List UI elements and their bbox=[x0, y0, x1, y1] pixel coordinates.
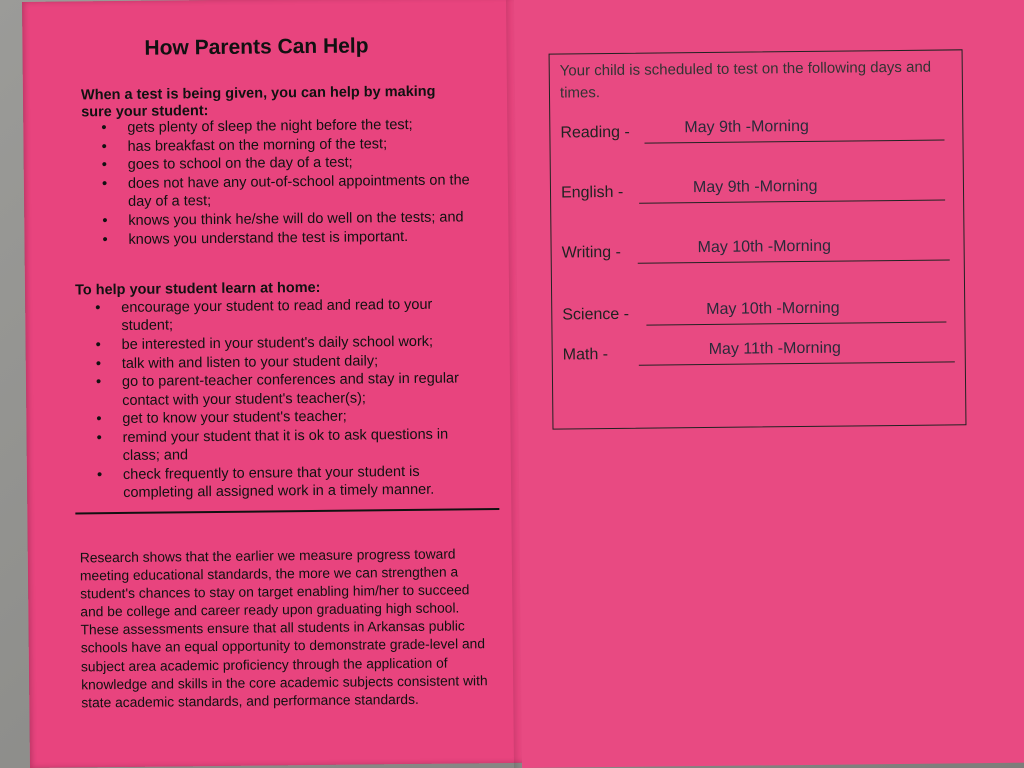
schedule-subject: Science - bbox=[562, 305, 630, 324]
schedule-intro: Your child is scheduled to test on the following days and times. bbox=[559, 58, 932, 102]
list-item: • go to parent-teacher conferences and stay in regular contact with your student's teacher(s); bbox=[96, 369, 488, 410]
list-item: • check frequently to ensure that your student is completing all assigned work in a timely manner. bbox=[97, 462, 489, 503]
schedule-subject: Writing - bbox=[561, 243, 622, 262]
left-page bbox=[22, 0, 524, 768]
schedule-value: May 9th -Morning bbox=[684, 117, 809, 137]
schedule-value: May 10th -Morning bbox=[706, 299, 840, 319]
schedule-row-writing bbox=[561, 237, 954, 266]
section-heading-line: When a test is being given, you can help by making bbox=[80, 83, 436, 104]
fill-in-line bbox=[638, 259, 950, 263]
list-item: • get to know your student's teacher; bbox=[96, 406, 488, 428]
list-item: • remind your student that it is ok to ask questions in class; and bbox=[96, 425, 488, 466]
schedule-subject: English - bbox=[560, 183, 624, 202]
schedule-row-math bbox=[562, 339, 955, 368]
fill-in-line bbox=[639, 199, 945, 203]
schedule-subject: Reading - bbox=[560, 123, 630, 142]
schedule-row-science bbox=[562, 299, 954, 328]
schedule-value: May 10th -Morning bbox=[697, 237, 832, 257]
fill-in-line bbox=[646, 321, 946, 325]
list-item: • talk with and listen to your student daily; bbox=[96, 351, 488, 373]
schedule-row-english bbox=[560, 177, 953, 206]
section-heading-line: sure your student: bbox=[81, 103, 209, 121]
schedule-value: May 9th -Morning bbox=[692, 177, 818, 197]
research-paragraph: Research shows that the earlier we measure progress toward meeting educational standards, the more we can strengthen a student's chances to stay on target enabling him/her to succeed and be college and career ready upon graduating high school. These assessments ensure that all students in Arkansas public schools have an equal opportunity to demonstrate grade-level and subject area academic proficiency through the application of knowledge and skills in the core academic subjects consistent with state academic standards, and performance standards. bbox=[79, 546, 488, 711]
list-item: • does not have any out-of-school appointments on the day of a test; bbox=[102, 171, 482, 211]
list-item: • knows you understand the test is important. bbox=[102, 227, 482, 249]
test-day-list bbox=[101, 115, 482, 249]
section-heading-home: To help your student learn at home: bbox=[74, 279, 321, 299]
list-item: • has breakfast on the morning of the test; bbox=[101, 134, 481, 156]
fill-in-line bbox=[639, 361, 955, 365]
page-title: How Parents Can Help bbox=[144, 34, 369, 60]
schedule-subject: Math - bbox=[562, 346, 609, 364]
right-page bbox=[514, 0, 1024, 768]
list-item: • goes to school on the day of a test; bbox=[102, 153, 482, 175]
fill-in-line bbox=[645, 139, 945, 143]
home-learning-list bbox=[95, 295, 489, 503]
schedule-row-reading bbox=[560, 117, 952, 146]
divider bbox=[75, 508, 499, 514]
list-item: • be interested in your student's daily school work; bbox=[96, 332, 488, 354]
list-item: • knows you think he/she will do well on the tests; and bbox=[102, 208, 482, 230]
list-item: • encourage your student to read and read to your student; bbox=[95, 295, 487, 336]
schedule-value: May 11th -Morning bbox=[708, 339, 841, 358]
list-item: • gets plenty of sleep the night before the test; bbox=[101, 115, 481, 137]
schedule-box bbox=[549, 49, 967, 429]
